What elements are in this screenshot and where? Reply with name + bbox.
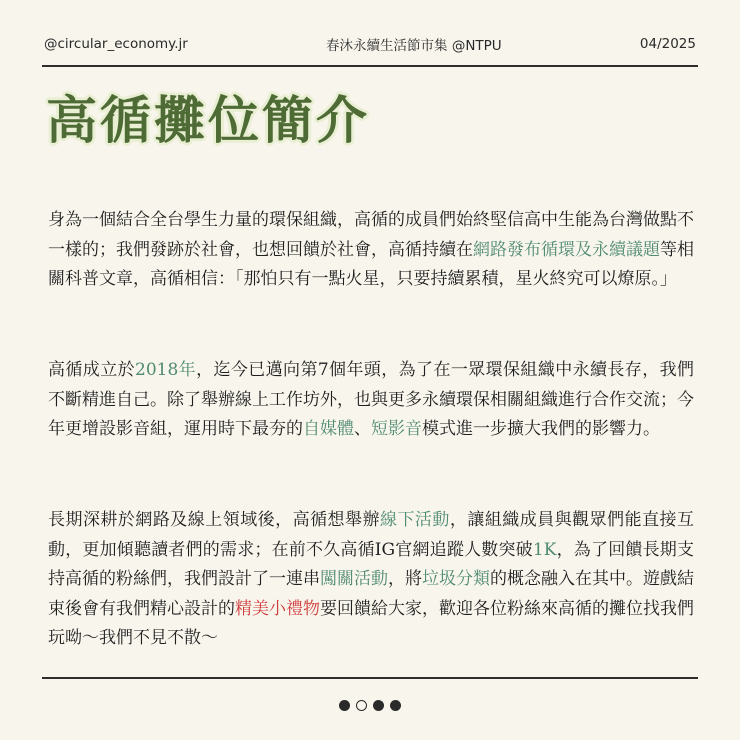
p3-text-a: 長期深耕於網路及線上領域後，高循想舉辦 (48, 510, 380, 530)
p3-text-c: ，為了回饋長期支持高循的粉絲們，我們設計了一連串 (48, 539, 694, 589)
page-dot-3[interactable] (373, 700, 384, 711)
p3-text-d: ，將 (388, 569, 422, 589)
p3-highlight-challenge-games: 闖關活動 (320, 569, 388, 589)
p3-highlight-offline-event: 線下活動 (379, 510, 450, 530)
p1-text-a: 身為一個結合全台學生力量的環保組織，高循的成員們始終堅信高中生能為台灣做點不一樣的；我們發跡於社會，也想回饋於社會，高循持續在 (48, 210, 694, 260)
p1-highlight-online-articles: 網路發布循環及永續議題 (473, 239, 660, 260)
p3-highlight-follower-count: 1K (532, 539, 557, 560)
header-divider (42, 65, 698, 67)
page-dot-1[interactable] (339, 700, 350, 711)
post-header (44, 34, 696, 54)
p3-highlight-waste-sorting: 垃圾分類 (422, 569, 490, 589)
p2-highlight-founded-year: 2018年 (135, 360, 197, 380)
p2-highlight-short-video: 短影音 (371, 419, 422, 439)
footer-divider (42, 677, 698, 679)
p2-text-a: 高循成立於 (48, 360, 135, 380)
carousel-pagination (0, 700, 740, 711)
p2-text-b: ，迄今已邁向第7個年頭，為了在一眾環保組織中永續長存，我們不斷精進自己。除了舉辦線上工作坊外，也與更多永續環保相關組織進行合作交流；今年更增設影音組，運用時下最夯的 (48, 360, 695, 439)
history-paragraph (48, 356, 694, 445)
activity-paragraph (48, 506, 694, 654)
page-title: 高循攤位簡介 (46, 92, 371, 151)
p2-highlight-self-media: 自媒體 (303, 419, 354, 439)
p3-text-b: ，讓組織成員與觀眾們能直接互動，更加傾聽讀者們的需求；在前不久高循IG官網追蹤人數突破 (48, 510, 695, 560)
page-dot-2-current[interactable] (356, 700, 367, 711)
account-handle[interactable]: @circular_economy.jr (44, 36, 188, 52)
intro-paragraph (48, 206, 694, 295)
post-date: 04/2025 (639, 36, 696, 52)
event-name: 春沐永續生活節市集 @NTPU (326, 38, 502, 54)
page-dot-4[interactable] (390, 700, 401, 711)
p3-highlight-gift: 精美小禮物 (235, 598, 320, 619)
p2-text-d: 模式進一步擴大我們的影響力。 (422, 419, 660, 439)
p3-text-f: 要回饋給大家，歡迎各位粉絲來高循的攤位找我們玩呦～我們不見不散～ (48, 598, 694, 648)
p3-text-e: 的概念融入在其中。遊戲結束後會有我們精心設計的 (48, 569, 694, 619)
p1-text-b: 等相關科普文章，高循相信：「那怕只有一點火星，只要持續累積，星火終究可以燎原。」 (48, 239, 694, 289)
p2-text-c: 、 (354, 419, 371, 439)
